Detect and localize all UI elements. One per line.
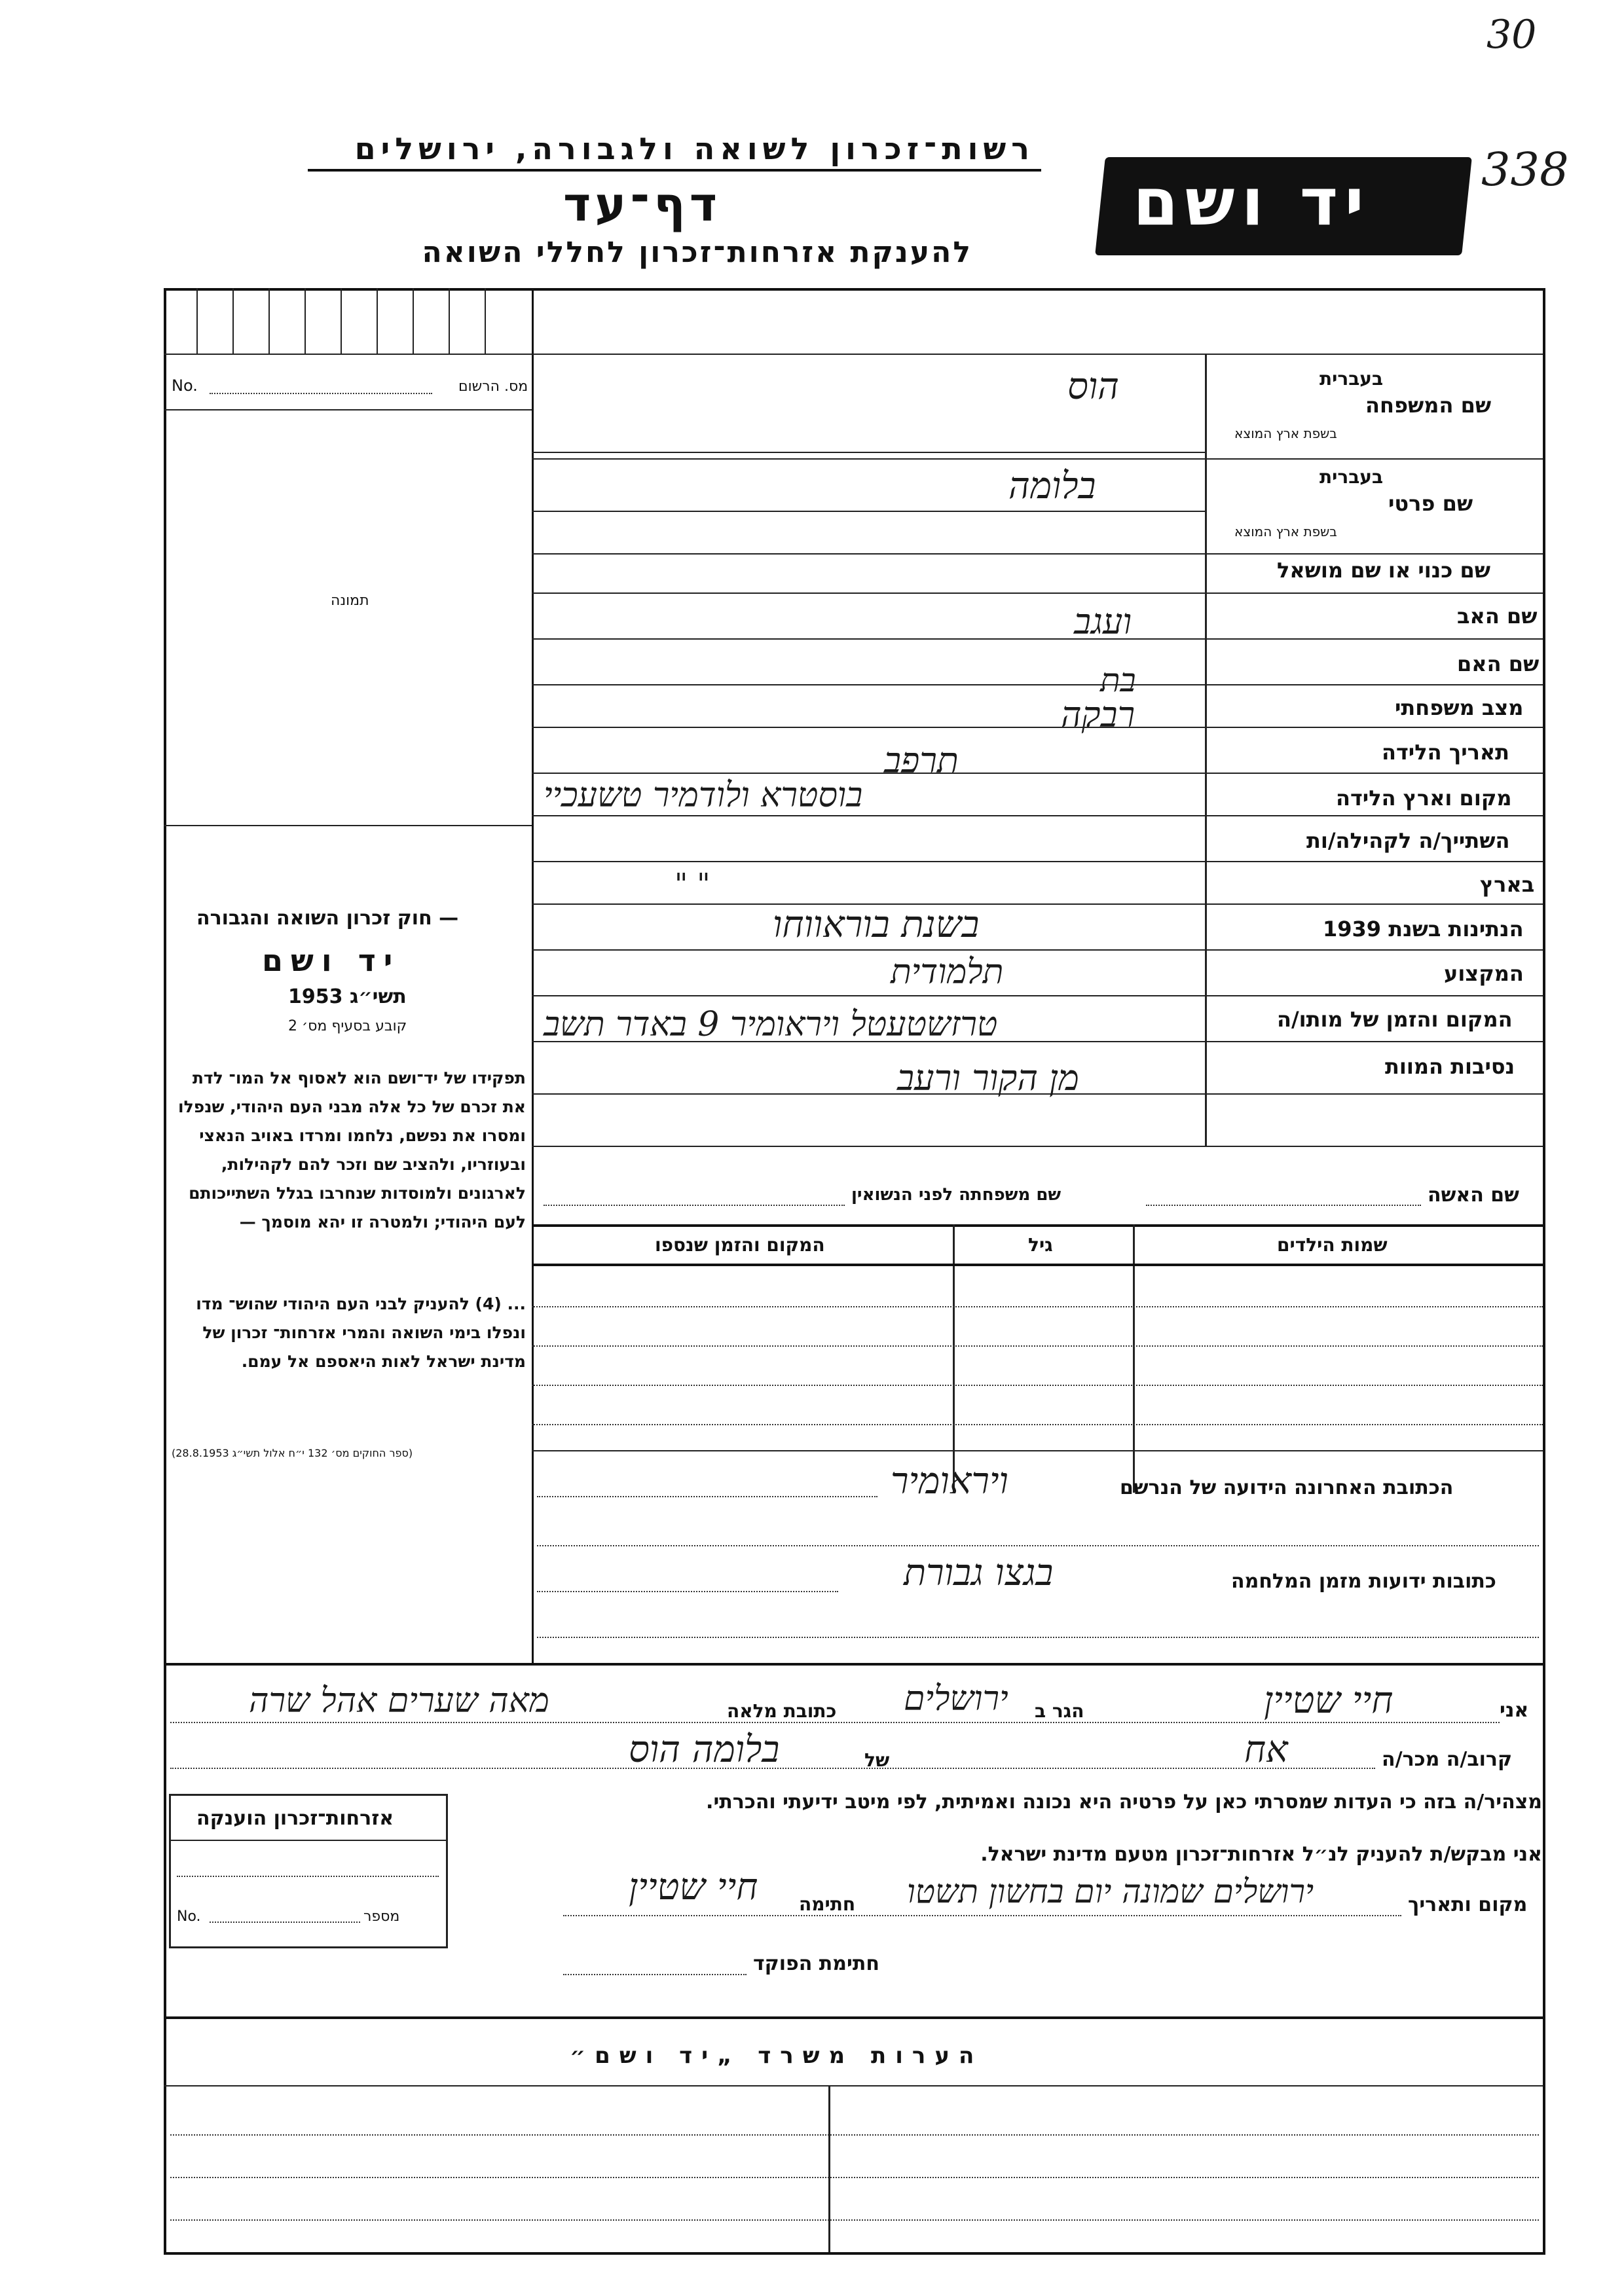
file-number: 338 [1481,143,1569,196]
registry-no: No. [172,376,198,395]
row-line [532,458,1543,460]
box-sep [341,288,342,354]
declarant-address: מאה שערים אהל שרה [249,1681,549,1721]
signature-label: חתימה [799,1893,856,1915]
declarant-line-dots [170,1722,1500,1723]
first-name-origin-label: בשפת ארץ המוצא [1234,524,1337,539]
citizenship-granted-title: אזרחות־זכרון הוענקה [196,1807,394,1830]
family-name-value: הוס [1067,365,1119,408]
table-header-line [532,1264,1543,1266]
row-line [532,861,1543,862]
declarant-relation: אח [1244,1728,1288,1771]
declarant-of-name: בלומה הוס [629,1728,780,1771]
last-address-dots [537,1496,877,1497]
signature-value: חיי שטיין [629,1866,758,1908]
citizenship-1939-value: בשנת בוראווחו [773,903,980,946]
law-text-2: ... (4) להעניק לבני העם היהודי שהוש־ מדו ונפלו בימי השואה והמרי אזרחות־ זכרון של מדינת ישראל לאות היאספם אל עמם. [196,1294,526,1371]
community-label: השתייך/ה לקהילה/ות [1306,828,1510,853]
box-sep [485,288,486,354]
notes-dots [170,2134,1539,2136]
place-date-label: מקום ותאריך [1408,1893,1528,1916]
row-line [532,949,1543,951]
declarant-name: חיי שטיין [1264,1679,1393,1722]
family-name-origin-label: בשפת ארץ המוצא [1234,426,1337,441]
row-line [532,815,1543,816]
declarant-address-label: כתובת מלאה [727,1700,837,1722]
box-sep [268,288,270,354]
birth-place-value: בוסטרא ולודמיר טשעכיי [544,776,863,815]
address-dots [537,1545,1539,1546]
citizenship-box-dots [177,1876,439,1877]
signature-dots [563,1915,1401,1916]
notes-dots [170,2177,1539,2178]
official-signature-label: חתימת הפוקד [753,1952,879,1975]
last-address-label: הכתובת האחרונה הידועה של הנרשם [1120,1476,1454,1499]
official-signature-dots [563,1974,747,1975]
declarant-city: ירושלים [904,1679,1008,1719]
table-row-line [532,1306,1543,1307]
box-sep [377,288,378,354]
father-value: ועגב [1074,601,1132,642]
authority-title: רשות־זכרון לשואה ולגבורה, ירושלים [354,131,1035,166]
death-circumstances-value: מן הקור ורעב [897,1057,1079,1099]
form-subtitle: להענקת אזרחות־זכרון לחללי השואה [422,236,972,269]
notes-header-line [164,2085,1543,2086]
section-divider [164,1663,1543,1666]
table-row-line [532,1424,1543,1425]
wife-dots [1146,1205,1421,1206]
frame-bottom [164,2252,1545,2255]
box-sep [304,288,306,354]
photo-label: תמונה [331,592,369,609]
declaration-text: מצהיר/ה בזה כי העדות שמסרתי כאן על פרטיה היא נכונה ואמיתית, לפי מיטב ידיעתי והכרתי. [706,1791,1542,1813]
row-line [532,638,1543,640]
box-sep [413,288,414,354]
declarant-relation-label: קרוב/ה מכר/ה [1382,1748,1513,1771]
photo-box-bottom [164,825,532,826]
children-names-header: שמות הילדים [1277,1234,1388,1256]
box-row-bottom [164,354,1543,355]
row-line [532,452,1205,453]
table-row-line [532,1385,1543,1386]
citizenship-box-line [169,1840,446,1841]
death-place-time-label: המקום והזמן של מותו/ה [1277,1007,1513,1032]
law-footnote: (ספר החוקים מס׳ 132 י״ח אלול תשי״ג 28.8.1953) [172,1447,413,1459]
row-line [532,684,1543,685]
row-line [532,903,1543,905]
children-place-header: המקום והזמן שנספו [655,1234,825,1256]
citizenship-1939-label: הנתינות בשנת 1939 [1323,917,1524,941]
citizenship-no: No. [177,1908,201,1925]
father-label: שם האב [1457,604,1538,629]
law-title: חוק זכרון השואה והגבורה — [196,907,459,930]
address-dots [537,1637,1539,1638]
registry-label: מס. הרשום [458,378,528,395]
profession-label: המקצוע [1444,961,1524,986]
form-title: דף־עד [563,177,722,232]
declarant-lives-label: הגר ב [1035,1700,1084,1722]
relation-dots [170,1768,1375,1769]
request-text: אני מבקש/ת להעניק לנ״ל אזרחות־זכרון מטעם מדינת ישראל. [980,1843,1542,1866]
mother-label: שם האם [1457,651,1540,676]
frame-left [164,288,166,2252]
wife-label: שם האשה [1428,1184,1519,1207]
birth-date-label: תאריך הלידה [1382,740,1510,765]
family-name-label: שם המשפחה [1365,393,1492,418]
children-age-header: גיל [1028,1234,1053,1256]
box-sep [196,288,198,354]
citizenship-number-label: מספר [363,1908,400,1925]
page-number: 30 [1486,12,1537,58]
wife-maiden-dots [544,1205,845,1206]
row-line-bold [532,1224,1543,1227]
row-line [532,553,1543,555]
country-value: " " [674,867,710,901]
row-line [532,592,1543,594]
row-line [532,995,1543,996]
authority-underline [308,169,1041,172]
table-bottom-line [532,1450,1543,1451]
first-name-hebrew-label: בעברית [1320,466,1384,488]
box-sep [232,288,234,354]
wartime-address-dots [537,1591,838,1592]
row-line [532,727,1543,728]
mother-value: רבקה [1061,694,1135,735]
column-divider [532,288,534,1663]
birth-place-label: מקום וארץ הלידה [1336,786,1512,811]
box-sep [449,288,450,354]
declarant-i-label: אני [1500,1699,1529,1722]
death-place-time-value: טרזשטעטל ויראומיר 9 באדר תשב [544,1005,998,1044]
law-year: תשי״ג 1953 [288,985,407,1008]
table-row-line [532,1345,1543,1347]
death-circumstances-label: נסיבות המוות [1385,1054,1515,1079]
label-column-divider [1205,354,1207,1146]
nickname-label: שם כנוי או שם מושאל [1277,558,1491,583]
row-line [532,1146,1543,1147]
notes-top-line [164,2016,1543,2019]
law-section: קובע בסעיף מס׳ 2 [288,1018,407,1034]
notes-dots [170,2219,1539,2221]
law-text-1: תפקידו של יד־ושם הוא לאסוף אל המו־ לדת את זכרם של כל אלה מבני העם היהודי, שנפלו ומסרו את נפשם, נלחמו ומרדו באויב הנאצי ובעוזריו, ולהציב שם וזכר להם לקהילות, לארגונים ולמוסדות שנחרבו בגלל השתייכותם לעם היהודי; ולמטרה זו יהא מוסמך — [178,1068,526,1231]
marital-value: בת [1100,661,1136,699]
profession-value: תלמודית [891,953,1004,992]
registry-dots [210,393,432,394]
notes-divider [828,2085,830,2252]
office-notes-title: הערות משרד „יד ושם״ [570,2043,984,2069]
yad-vashem-logo-text: יד ושם [1133,164,1371,240]
first-name-value: בלומה [1008,465,1096,507]
citizenship-no-dots [210,1922,360,1923]
declarant-of-label: של [864,1749,890,1771]
last-address-value: ויראומיר [891,1460,1008,1503]
place-date-value: ירושלים שמונה יום בחשון תשטו [907,1872,1314,1910]
country-label: בארץ [1480,872,1535,897]
first-name-label: שם פרטי [1388,491,1473,516]
row-line [532,773,1543,774]
row-line [532,511,1205,512]
frame-right [1543,288,1545,2252]
birth-date-value: תרפב [884,740,959,781]
wartime-address-value: בגצו גבורת [904,1552,1054,1594]
wartime-address-label: כתובות ידועות מזמן המלחמה [1231,1570,1496,1593]
wife-maiden-label: שם משפחתה לפני הנשואין [851,1185,1061,1205]
registry-row-bottom [164,409,532,410]
family-name-hebrew-label: בעברית [1320,368,1384,390]
marital-label: מצב משפחתי [1395,695,1524,720]
frame-top [164,288,1545,291]
law-name: יד ושם [262,943,401,978]
